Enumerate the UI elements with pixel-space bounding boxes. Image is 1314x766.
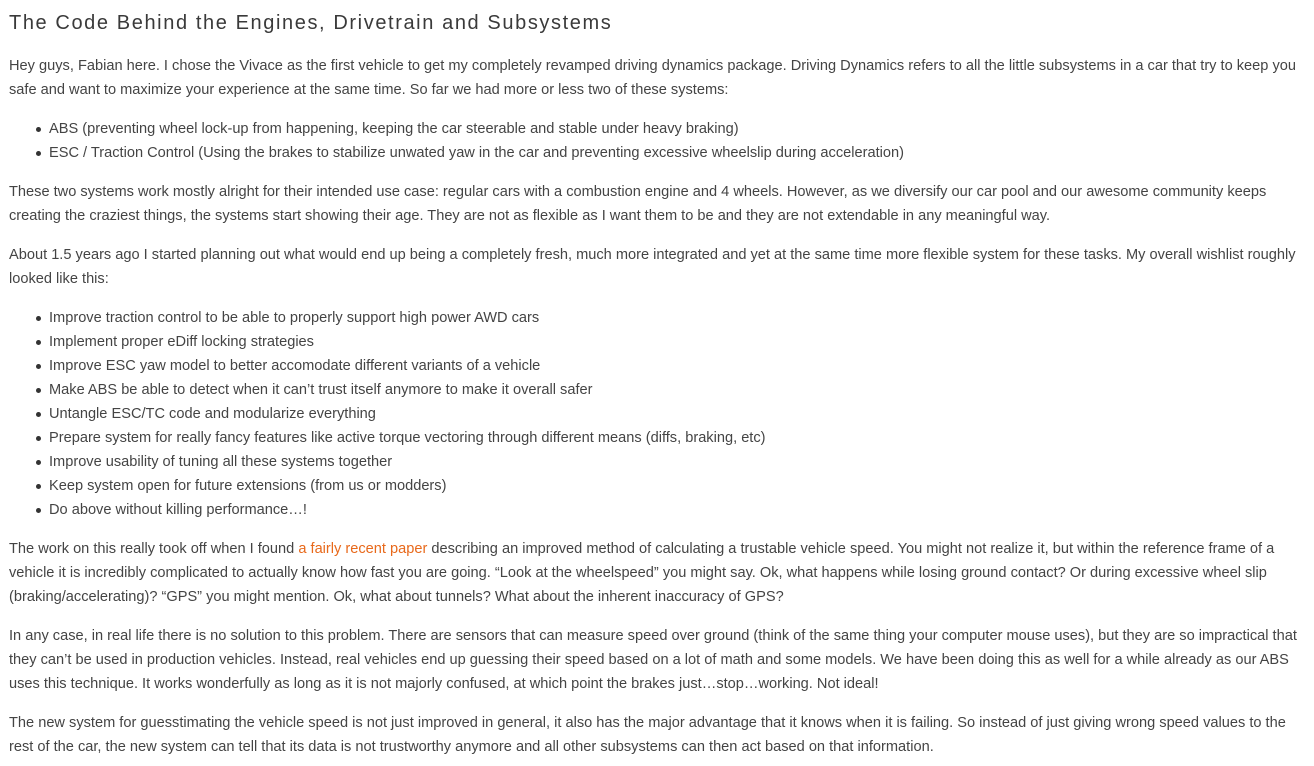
paragraph-current-systems: These two systems work mostly alright for their intended use case: regular cars with a combustion engine and 4 wheels. However, as we diversify our car pool and our awesome community keeps creating the craziest things, the systems start showing their age. They are not as flexible as I want them to be and they are not extendable in any meaningful way. [9,184,1267,224]
paragraph-text: The work on this really took off when I found [9,541,299,557]
paragraph-new-system: The new system for guesstimating the vehicle speed is not just improved in general, it also has the major advantage that it knows when it is failing. So instead of just giving wrong speed values to the rest of the car, the new system can tell that its data is not trustworthy anymore and all other subsystems can then act based on that information. [9,715,1286,755]
paragraph-paper [9,537,1305,609]
wishlist [9,306,1305,522]
systems-list [9,117,1305,165]
list-item: Keep system open for future extensions (from us or modders) [9,474,1305,498]
paragraph-planning: About 1.5 years ago I started planning out what would end up being a completely fresh, much more integrated and yet at the same time more flexible system for these tasks. My overall wishlist roughly looked like this: [9,247,1296,287]
list-item: ESC / Traction Control (Using the brakes to stabilize unwated yaw in the car and preventing excessive wheelslip during acceleration) [9,141,1305,165]
list-item: Make ABS be able to detect when it can’t trust itself anymore to make it overall safer [9,378,1305,402]
list-item: Prepare system for really fancy features like active torque vectoring through different means (diffs, braking, etc) [9,426,1305,450]
paragraph-text: describing an improved method of calculating a trustable vehicle speed. You might not realize it, but within the reference frame of a vehicle it is incredibly complicated to actually know how fast you are going. “Look at the wheelspeed” you might say. Ok, what happens while losing ground contact? Or during excessive wheel slip (braking/accelerating)? “GPS” you might mention. Ok, what about tunnels? What about the inherent inaccuracy of GPS? [9,541,1275,605]
paragraph-real-life: In any case, in real life there is no solution to this problem. There are sensors that can measure speed over ground (think of the same thing your computer mouse uses), but they are so impractical that they can’t be used in production vehicles. Instead, real vehicles end up guessing their speed based on a lot of math and some models. We have been doing this as well for a while already as our ABS uses this technique. It works wonderfully as long as it is not majorly confused, at which point the brakes just…stop…working. Not ideal! [9,628,1297,692]
paper-link[interactable]: a fairly recent paper [298,541,428,557]
list-item: Improve usability of tuning all these systems together [9,450,1305,474]
list-item: Do above without killing performance…! [9,498,1305,522]
list-item: Untangle ESC/TC code and modularize everything [9,402,1305,426]
list-item: Improve ESC yaw model to better accomodate different variants of a vehicle [9,354,1305,378]
intro-paragraph: Hey guys, Fabian here. I chose the Vivace as the first vehicle to get my completely revamped driving dynamics package. Driving Dynamics refers to all the little subsystems in a car that try to keep you safe and want to maximize your experience at the same time. So far we had more or less two of these systems: [9,58,1296,98]
list-item: ABS (preventing wheel lock-up from happening, keeping the car steerable and stable under heavy braking) [9,117,1305,141]
list-item: Implement proper eDiff locking strategies [9,330,1305,354]
list-item: Improve traction control to be able to properly support high power AWD cars [9,306,1305,330]
article-title: The Code Behind the Engines, Drivetrain and Subsystems [9,12,613,34]
